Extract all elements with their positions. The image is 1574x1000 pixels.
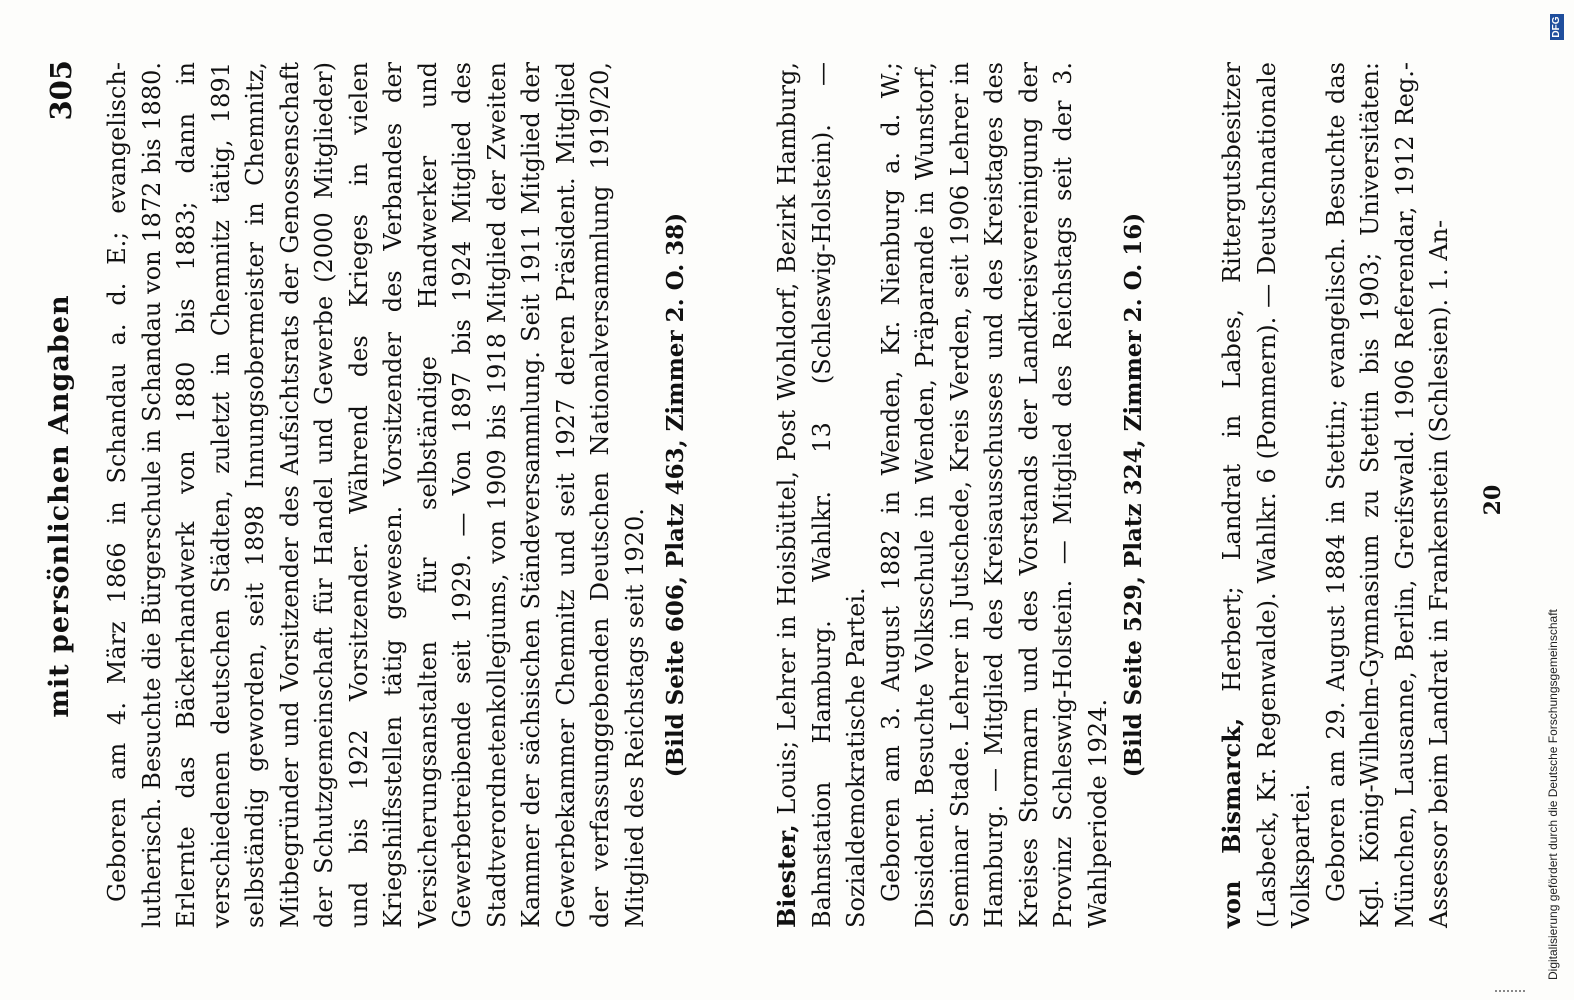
biography-entry-continuation: [100, 62, 652, 928]
scan-edge-marks: [1495, 976, 1525, 992]
running-title: mit persönlichen Angaben: [44, 294, 75, 718]
member-name: Biester,: [772, 824, 801, 928]
biography-paragraph: Geboren am 29. August 1884 in Stettin; evangelisch. Besuchte das Kgl. König-Wilhelm-Gymnasium zu Stettin bis 1903; Universitäten: München, Lausanne, Berlin, Greifswald. 1906 Referendar, 1912 Reg.-Assessor beim Landrat in Frankenstein (Schlesien). 1. An-: [1321, 62, 1453, 928]
member-summary: Herbert; Landrat in Labes, Rittergutsbesitzer (Lasbeck, Kr. Regenwalde). Wahlkr. 6 (Pommern). — Deutschnationale Volkspartei.: [1218, 61, 1315, 928]
biography-heading: [1215, 62, 1319, 928]
signature-number: 20: [1480, 484, 1506, 516]
page-header: [44, 60, 94, 952]
photo-reference-caption: (Bild Seite 606, Platz 463, Zimmer 2. O. 38): [662, 212, 689, 778]
biography-entry-bismarck: [1215, 62, 1457, 928]
biography-heading: [770, 62, 874, 928]
member-name: von Bismarck,: [1217, 717, 1246, 928]
biography-paragraph: Geboren am 4. März 1866 in Schandau a. d. E.; evangelisch-lutherisch. Besuchte die Bürgerschule in Schandau von 1872 bis 1880. Erlernte das Bäckerhandwerk von 1880 bis 1883; dann in verschiedenen deutschen Städten, zuletzt in Chemnitz tätig, 1891 selbständig geworden, seit 1898 Innungsobermeister in Chemnitz, Mitbegründer und Vorsitzender des Aufsichtsrats der Genossenschaft der Schutzgemeinschaft für Handel und Gewerbe (2000 Mitglieder) und bis 1922 Vorsitzender. Während des Krieges in vielen Kriegshilfsstellen tätig gewesen. Vorsitzender des Verbandes der Versicherungsanstalten für selbständige Handwerker und Gewerbetreibende seit 1929. — Von 1897 bis 1924 Mitglied des Stadtverordnetenkollegiums, von 1909 bis 1918 Mitglied der Zweiten Kammer der sächsischen Ständeversammlung. Seit 1911 Mitglied der Gewerbekammer Chemnitz und seit 1927 deren Präsident. Mitglied der verfassunggebenden Deutschen Nationalversammlung 1919/20, Mitglied des Reichstags seit 1920.: [103, 62, 649, 928]
member-summary: Louis; Lehrer in Hoisbüttel, Post Wohldorf, Bezirk Hamburg, Bahnstation Hamburg. Wahlkr. 13 (Schleswig-Holstein). — Sozialdemokratische Partei.: [773, 62, 870, 928]
dfg-logo: DFG: [1550, 14, 1564, 40]
page-number: 305: [44, 60, 78, 121]
biography-entry-biester: [770, 62, 1115, 928]
digitization-credit: Digitalisierung gefördert durch die Deutsche Forschungsgemeinschaft: [1546, 609, 1560, 980]
photo-reference-caption: (Bild Seite 529, Platz 324, Zimmer 2. O. 16): [1120, 212, 1147, 778]
biography-paragraph: Geboren am 3. August 1882 in Wenden, Kr. Nienburg a. d. W.; Dissident. Besuchte Volksschule in Wenden, Präparande in Wunstorf, Seminar Stade. Lehrer in Jutschede, Kreis Verden, seit 1906 Lehrer in Hamburg. — Mitglied des Kreisausschusses und des Kreistages des Kreises Stormarn und des Vorstands der Landkreisvereinigung der Provinz Schleswig-Holstein. — Mitglied des Reichstags seit der 3. Wahlperiode 1924.: [876, 62, 1112, 928]
